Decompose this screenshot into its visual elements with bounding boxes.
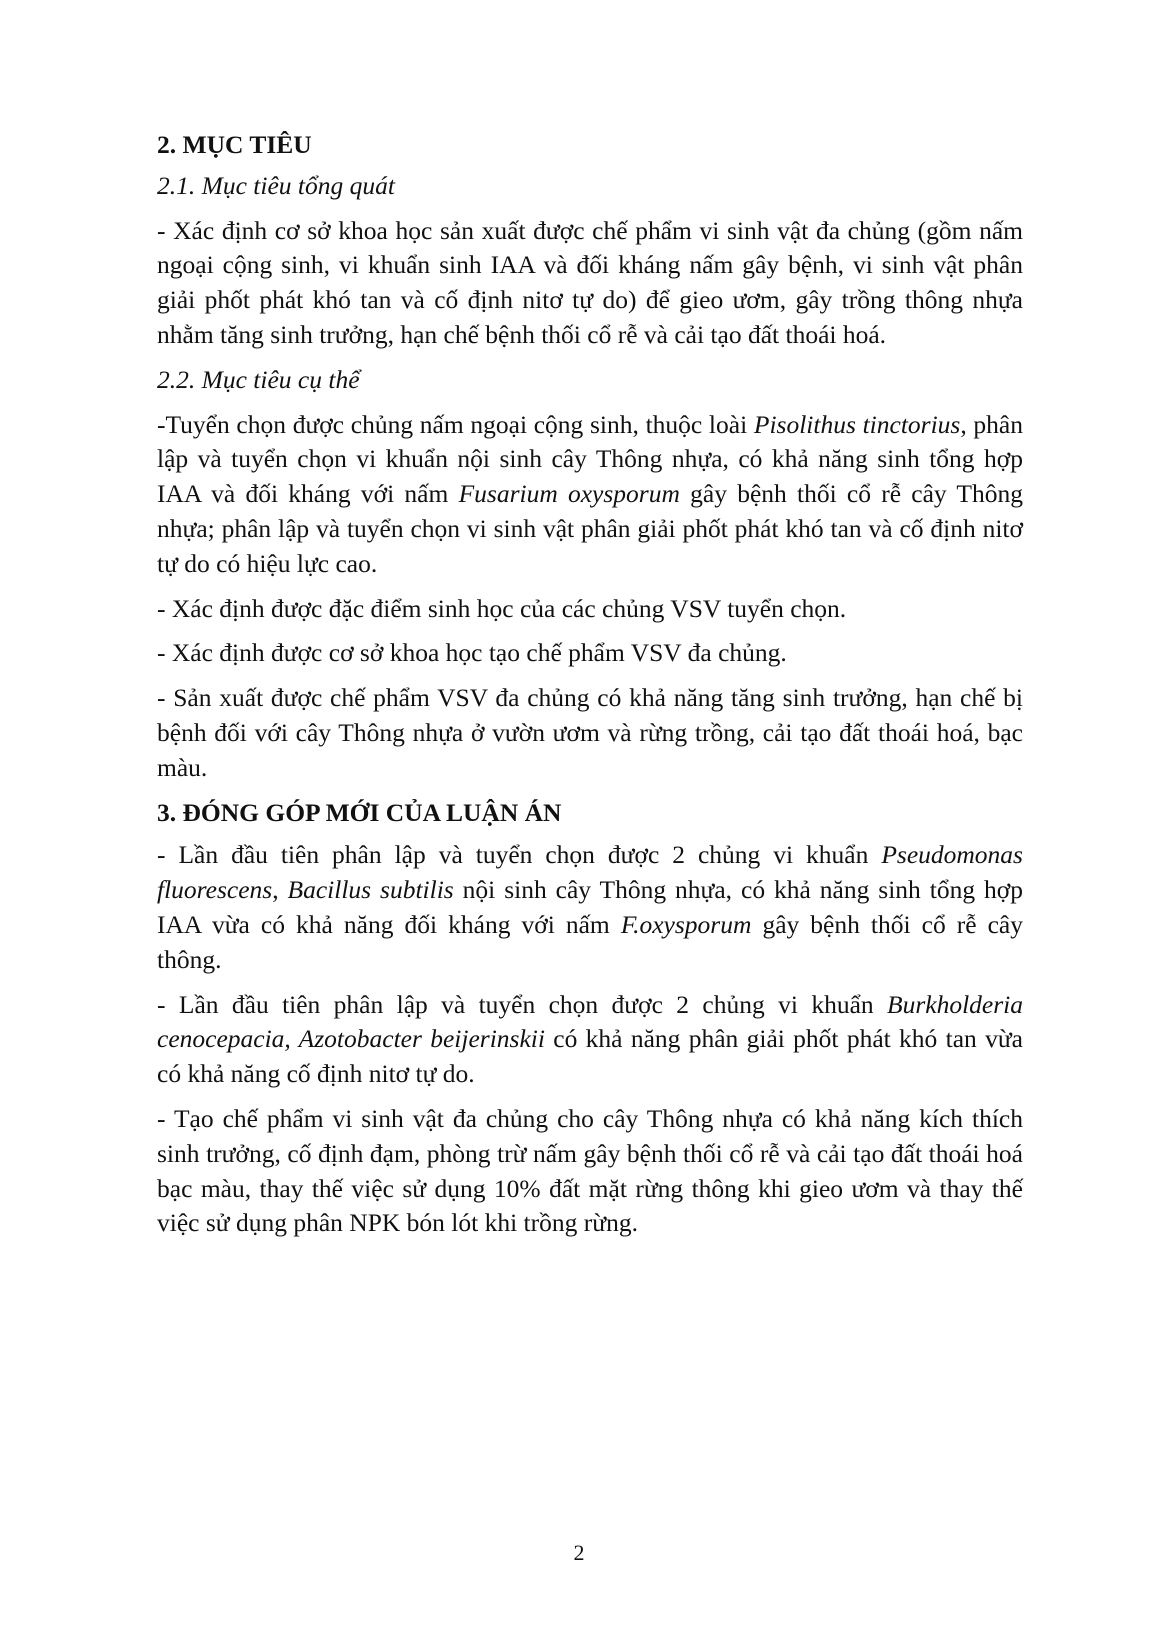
- text-run: - Lần đầu tiên phân lập và tuyển chọn được 2 chủng vi khuẩn: [157, 840, 882, 870]
- paragraph-specific-objective-1: [157, 408, 1023, 582]
- text-run: , phân lập và tuyển chọn vi khuẩn nội sinh cây Thông nhựa, có khả năng sinh tổng hợp IAA và đối kháng với nấm: [157, 409, 1023, 509]
- text-run: - Lần đầu tiên phân lập và tuyển chọn được 2 chủng vi khuẩn: [157, 989, 888, 1019]
- species-name: Pseudomonas fluorescens: [157, 840, 1023, 905]
- paragraph-contribution-1: [157, 838, 1023, 977]
- paragraph-contribution-3: - Tạo chế phẩm vi sinh vật đa chủng cho cây Thông nhựa có khả năng kích thích sinh trưởng, cố định đạm, phòng trừ nấm gây bệnh thối cổ rễ và cải tạo đất thoái hoá bạc màu, thay thế việc sử dụng 10% đất mặt rừng thông khi gieo ươm và thay thế việc sử dụng phân NPK bón lót khi trồng rừng.: [157, 1103, 1023, 1238]
- paragraph-specific-objective-3: - Xác định được cơ sở khoa học tạo chế phẩm VSV đa chủng.: [157, 638, 787, 668]
- species-name: Burkholderia cenocepacia, Azotobacter beijerinskii: [157, 989, 1023, 1054]
- text-run: có khả năng phân giải phốt phát khó tan vừa có khả năng cố định nitơ tự do.: [157, 1024, 1023, 1089]
- text-run: nội sinh cây Thông nhựa, có khả năng sinh tổng hợp IAA vừa có khả năng đối kháng với nấm: [157, 875, 1023, 939]
- species-name: F.oxysporum: [620, 909, 752, 939]
- species-name: Pisolithus tinctorius: [753, 409, 961, 439]
- page-body: [157, 128, 1023, 1251]
- paragraph-specific-objective-2: - Xác định được đặc điểm sinh học của các chủng VSV tuyển chọn.: [157, 593, 847, 623]
- paragraph-general-objective: - Xác định cơ sở khoa học sản xuất được chế phẩm vi sinh vật đa chủng (gồm nấm ngoại cộng sinh, vi khuẩn sinh IAA và đối kháng nấm gây bệnh, vi sinh vật phân giải phốt phát khó tan và cố định nitơ tự do) để gieo ươm, gây trồng thông nhựa nhằm tăng sinh trưởng, hạn chế bệnh thối cổ rễ và cải tạo đất thoái hoá.: [157, 215, 1023, 349]
- text-run: gây bệnh thối cổ rễ cây Thông nhựa; phân lập và tuyển chọn vi sinh vật phân giải phốt phát khó tan và cố định nitơ tự do có hiệu lực cao.: [157, 479, 1024, 578]
- subheading-specific-objectives: 2.2. Mục tiêu cụ thể: [157, 364, 360, 394]
- section-heading-contributions: 3. ĐÓNG GÓP MỚI CỦA LUẬN ÁN: [157, 797, 562, 827]
- text-run: ,: [272, 875, 288, 905]
- page-number: 2: [573, 1540, 585, 1565]
- species-name: Fusarium oxysporum: [458, 479, 680, 509]
- section-heading-objectives: 2. MỤC TIÊU: [157, 130, 312, 159]
- species-name: Bacillus subtilis: [287, 875, 454, 905]
- subheading-general-objective: 2.1. Mục tiêu tổng quát: [157, 170, 395, 200]
- paragraph-specific-objective-4: - Sản xuất được chế phẩm VSV đa chủng có khả năng tăng sinh trưởng, hạn chế bị bệnh đối với cây Thông nhựa ở vườn ươm và rừng trồng, cải tạo đất thoái hoá, bạc màu.: [157, 683, 1023, 782]
- text-run: gây bệnh thối cổ rễ cây thông.: [157, 909, 1023, 974]
- paragraph-contribution-2: [157, 988, 1023, 1092]
- text-run: -Tuyển chọn được chủng nấm ngoại cộng sinh, thuộc loài: [157, 409, 754, 439]
